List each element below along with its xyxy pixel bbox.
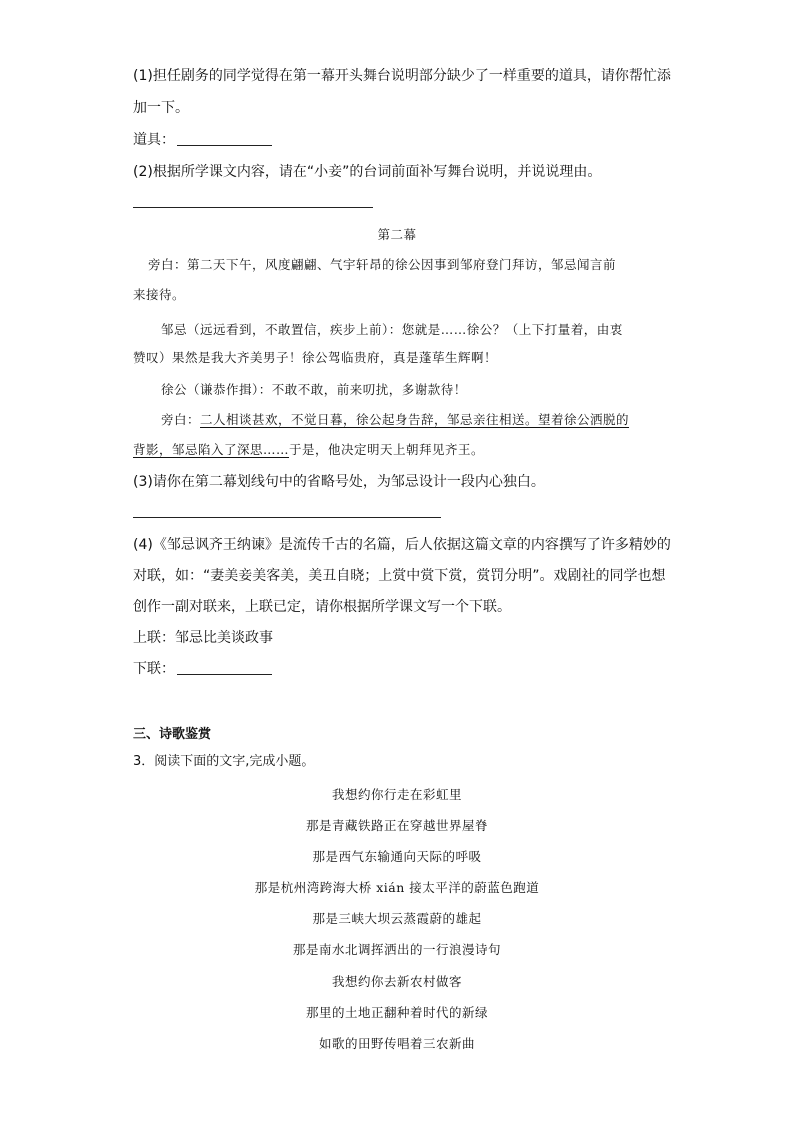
act2-narration-1a: 旁白：第二天下午，风度翩翩、气宇轩昂的徐公因事到邹府登门拜访，邹忌闻言前: [148, 257, 617, 272]
q2-text: (2)根据所学课文内容，请在“小妾”的台词前面补写舞台说明，并说说理由。: [133, 164, 602, 180]
q1-prop-row: [133, 130, 272, 150]
poem-line: 那是三峡大坝云蒸霞蔚的雄起: [312, 911, 482, 926]
poem-line: 那里的土地正翻种着时代的新绿: [305, 1005, 488, 1020]
q2-answer-line[interactable]: [133, 207, 373, 208]
act2-zouji-1a: 邹忌（远远看到，不敢置信，疾步上前）：您就是……徐公？（上下打量着，由衷: [161, 322, 623, 337]
q1-line-1: (1)担任剧务的同学觉得在第一幕开头舞台说明部分缺少了一样重要的道具，请你帮忙添: [133, 68, 671, 84]
q4-line-1: (4)《邹忌讽齐王纳谏》是流传千古的名篇，后人依据这篇文章的内容撰写了许多精妙的: [133, 537, 671, 553]
poem-line: 我想约你去新农村做客: [331, 974, 462, 989]
poem-line: 那是南水北调挥洒出的一行浪漫诗句: [292, 942, 501, 957]
lower-couplet-label: 下联：: [133, 661, 175, 677]
q4-line-3: 创作一副对联来，上联已定，请你根据所学课文写一个下联。: [133, 599, 511, 615]
narration-prefix: 旁白：: [161, 412, 201, 427]
act2-title: 第二幕: [377, 227, 417, 242]
q3-text: (3)请你在第二幕划线句中的省略号处，为邹忌设计一段内心独白。: [133, 474, 545, 490]
prop-label: 道具：: [133, 132, 175, 148]
poem-line: 如歌的田野传唱着三农新曲: [318, 1036, 475, 1051]
underlined-sentence-1: 二人相谈甚欢，不觉日暮，徐公起身告辞，邹忌亲往相送。望着徐公洒脱的: [200, 412, 630, 427]
lower-couplet-blank[interactable]: [177, 660, 272, 675]
poem-line: 那是杭州湾跨海大桥 xián 接太平洋的蔚蓝色跑道: [254, 880, 540, 895]
narration-tail: 于是，他决定明天上朝拜见齐王。: [289, 442, 485, 457]
act2-narration-1b: 来接待。: [133, 287, 186, 302]
poem-line: 我想约你行走在彩虹里: [331, 787, 462, 802]
act2-narration-2a: [161, 410, 629, 430]
poem-line: 那是西气东输通向天际的呼吸: [312, 849, 482, 864]
act2-narration-2b: [133, 440, 484, 460]
q1-line-2: 加一下。: [133, 100, 189, 116]
section3-question: 3．阅读下面的文字,完成小题。: [133, 754, 315, 769]
q4-line-2: 对联，如：“妻美妾美客美，美丑自晓；上赏中赏下赏，赏罚分明”。戏剧社的同学也想: [133, 568, 666, 584]
act2-zouji-1b: 赞叹）果然是我大齐美男子！徐公驾临贵府，真是蓬荜生辉啊！: [133, 350, 498, 365]
q4-upper-couplet: 上联：邹忌比美谈政事: [133, 630, 273, 646]
underlined-sentence-2: 背影，邹忌陷入了深思……: [133, 442, 290, 457]
section3-heading: 三、诗歌鉴赏: [133, 727, 212, 742]
q3-answer-line[interactable]: [133, 517, 441, 518]
act2-xugong: 徐公（谦恭作揖）：不敢不敢，前来叨扰，多谢款待！: [161, 382, 467, 397]
prop-answer-blank[interactable]: [177, 131, 272, 146]
q4-lower-couplet-row: [133, 659, 272, 679]
poem-line: 那是青藏铁路正在穿越世界屋脊: [305, 818, 488, 833]
